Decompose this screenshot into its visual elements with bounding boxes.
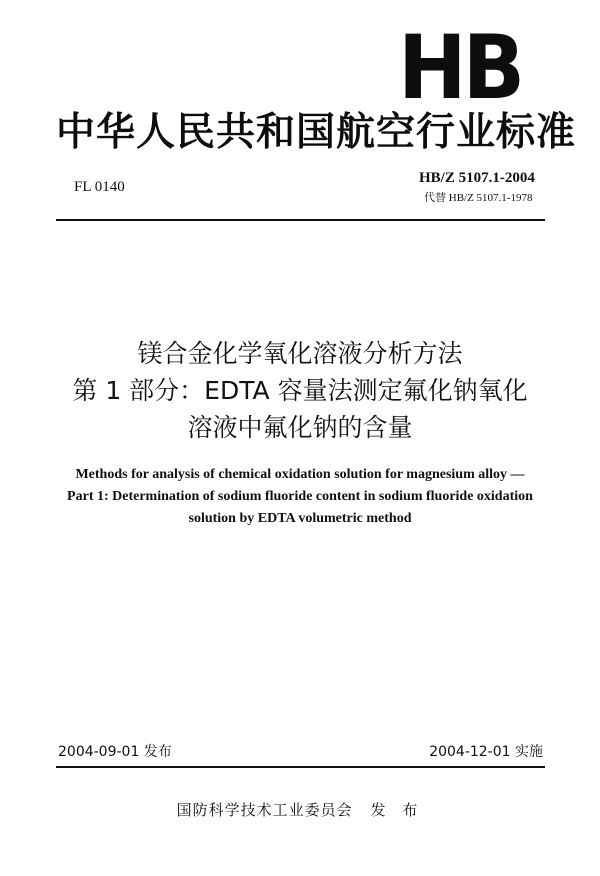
chinese-title-line-2: 第 1 部分：EDTA 容量法测定氟化钠氧化	[72, 376, 528, 405]
replaces-standard: 代替 HB/Z 5107.1-1978	[424, 192, 533, 204]
issue-date: 2004-09-01 发布	[58, 744, 172, 760]
chinese-title-line-1: 镁合金化学氧化溶液分析方法	[137, 339, 463, 368]
standard-number: HB/Z 5107.1-2004	[419, 170, 535, 186]
english-title-line-1: Methods for analysis of chemical oxidation solution for magnesium alloy —	[75, 467, 525, 482]
issuer-line	[0, 799, 600, 820]
issue-action: 发 布	[370, 801, 424, 819]
issuer-name: 国防科学技术工业委员会	[176, 801, 353, 819]
hb-logo: HB	[398, 17, 522, 120]
classification-code: FL 0140	[74, 179, 125, 195]
chinese-title-line-3: 溶液中氟化钠的含量	[187, 413, 413, 442]
header-divider	[56, 219, 545, 221]
english-title-line-2: Part 1: Determination of sodium fluoride content in sodium fluoride oxidation	[67, 489, 533, 504]
standard-category-title: 中华人民共和国航空行业标准	[56, 110, 577, 155]
footer-divider	[56, 766, 545, 768]
english-title-line-3: solution by EDTA volumetric method	[188, 511, 412, 526]
implementation-date: 2004-12-01 实施	[429, 744, 543, 760]
